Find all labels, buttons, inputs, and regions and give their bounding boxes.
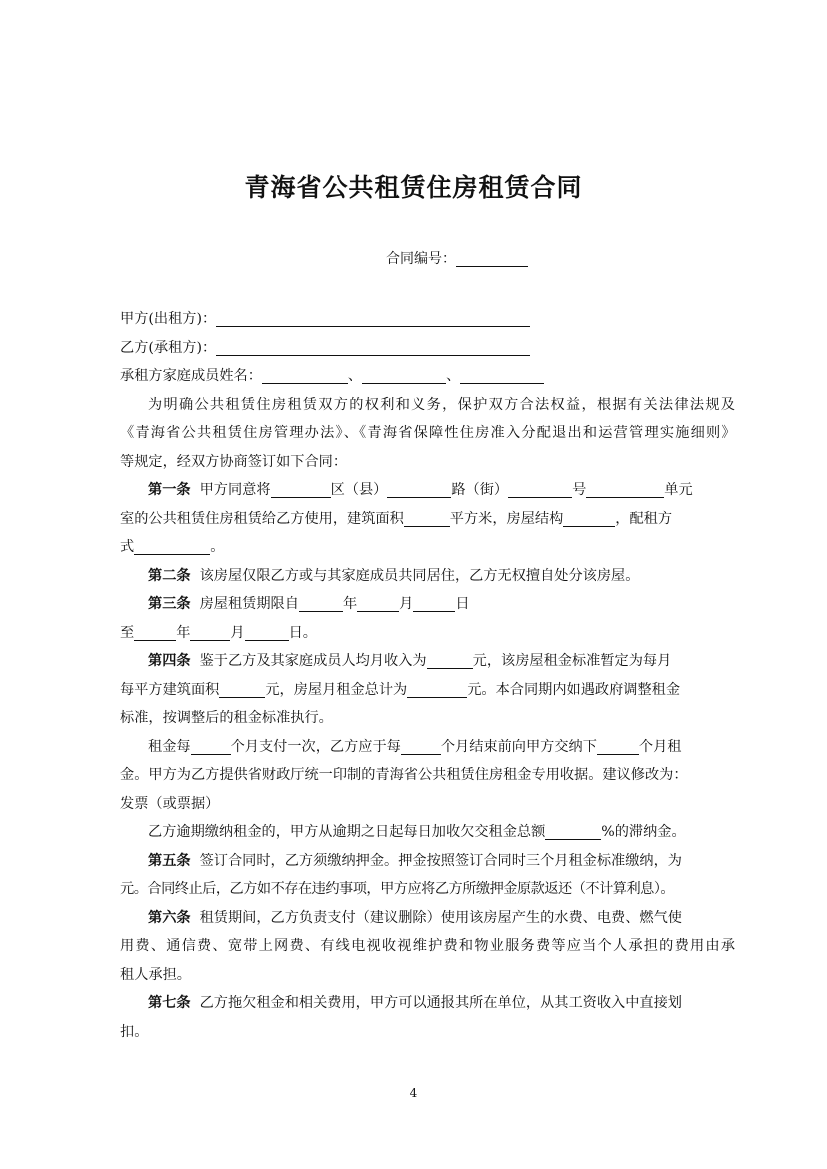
article-5-heading: 第五条 xyxy=(148,852,191,869)
party-a-label: 甲方(出租方)： xyxy=(120,311,217,327)
start-day-blank xyxy=(413,594,455,612)
article-text: 乙方拖欠租金和相关费用，甲方可以通报其所在单位，从其工资收入中直接划 xyxy=(199,995,682,1011)
family-members-line xyxy=(120,362,735,391)
allocation-blank xyxy=(134,537,210,555)
article-text: 年 xyxy=(176,624,191,641)
income-blank xyxy=(427,651,473,669)
article-7-heading: 第七条 xyxy=(148,995,191,1011)
party-a-line xyxy=(120,305,735,334)
article-text: 签订合同时，乙方须缴纳押金。押金按照签订合同时三个月租金标准缴纳，为 xyxy=(199,852,682,869)
article-text: 单元 xyxy=(664,482,693,498)
article-text: 个月租 xyxy=(638,738,682,755)
article-1-line xyxy=(120,476,735,505)
article-5-line xyxy=(120,847,735,876)
monthly-rent-blank xyxy=(407,680,467,698)
road-blank xyxy=(387,480,451,498)
start-month-blank xyxy=(357,594,399,612)
article-2-line xyxy=(120,562,735,591)
party-b-line xyxy=(120,334,735,363)
end-year-blank xyxy=(134,623,176,641)
separator: 、 xyxy=(347,368,363,384)
article-text: 年 xyxy=(342,596,358,612)
article-text: 房屋租赁期限自 xyxy=(199,596,299,612)
article-3-heading: 第三条 xyxy=(148,596,191,612)
article-6-line: 租人承担。 xyxy=(120,966,191,983)
article-3-line xyxy=(120,590,735,619)
article-text: 个月支付一次，乙方应于每 xyxy=(230,738,401,755)
article-text: 号 xyxy=(572,482,587,498)
article-text: 鉴于乙方及其家庭成员人均月收入为 xyxy=(199,653,427,669)
article-7-line: 扣。 xyxy=(120,1023,149,1040)
rent-payment-line: 金。甲方为乙方提供省财政厅统一印制的青海省公共租赁住房租金专用收据。建议修改为： xyxy=(120,767,688,783)
article-text: 乙方逾期缴纳租金的，甲方从逾期之日起每日加收欠交租金总额 xyxy=(148,824,546,840)
article-text: 区（县） xyxy=(330,482,388,498)
contract-number xyxy=(386,248,528,268)
payment-deadline-blank xyxy=(401,737,441,755)
article-text: 甲方同意将 xyxy=(199,482,271,498)
article-1-line xyxy=(120,533,735,562)
party-b-blank xyxy=(216,338,530,356)
family-member-blank xyxy=(362,366,446,384)
contract-number-blank xyxy=(456,249,528,267)
article-text: 月 xyxy=(230,624,245,641)
article-4-line: 标准，按调整后的租金标准执行。 xyxy=(120,710,333,726)
rent-per-sqm-blank xyxy=(219,680,265,698)
article-text: %的滞纳金。 xyxy=(601,824,686,840)
area-blank xyxy=(404,509,450,527)
article-text: 。 xyxy=(210,539,225,555)
article-text: 室的公共租赁住房租赁给乙方使用，建筑面积 xyxy=(120,510,404,527)
start-year-blank xyxy=(299,594,343,612)
end-day-blank xyxy=(245,623,289,641)
district-blank xyxy=(271,480,331,498)
article-text: 日。 xyxy=(288,624,317,641)
page-number: 4 xyxy=(409,1086,418,1100)
article-3-line xyxy=(120,619,735,648)
separator: 、 xyxy=(446,368,461,384)
family-members-label: 承租方家庭成员姓名： xyxy=(120,368,262,384)
intro-line: 《青海省公共租赁住房管理办法》、《青海省保障性住房准入分配退出和运营管理实施细则》 xyxy=(120,425,735,441)
structure-blank xyxy=(563,509,615,527)
article-6-heading: 第六条 xyxy=(148,909,191,926)
late-fee-rate-blank xyxy=(545,822,601,840)
intro-line: 为明确公共租赁住房租赁双方的权利和义务，保护双方合法权益，根据有关法律法规及 xyxy=(148,396,735,413)
rent-payment-line xyxy=(120,733,735,762)
party-a-blank xyxy=(216,309,530,327)
family-member-blank xyxy=(460,366,544,384)
number-blank xyxy=(508,480,572,498)
article-text: 至 xyxy=(120,624,135,641)
article-text: 日 xyxy=(455,596,470,612)
article-text: ，配租方 xyxy=(615,510,673,527)
article-text: 月 xyxy=(399,596,414,612)
article-text: 元，该房屋租金标准暂定为每月 xyxy=(472,653,672,669)
article-text: 式 xyxy=(120,539,135,555)
document-title: 青海省公共租赁住房租赁合同 xyxy=(244,173,583,202)
article-4-line xyxy=(120,676,735,705)
article-7-line xyxy=(120,989,735,1018)
article-text: 租赁期间，乙方负责支付（建议删除）使用该房屋产生的水费、电费、燃气使 xyxy=(199,909,682,926)
article-4-line xyxy=(120,647,735,676)
rent-payment-line: 发票（或票据） xyxy=(120,795,220,812)
article-text: 每平方建筑面积 xyxy=(120,681,220,698)
family-member-blank xyxy=(262,366,348,384)
next-months-blank xyxy=(597,737,639,755)
article-6-line xyxy=(120,904,735,933)
article-text: 平方米，房屋结构 xyxy=(449,510,564,527)
article-text: 个月结束前向甲方交纳下 xyxy=(440,738,597,755)
article-text: 元。本合同期内如遇政府调整租金 xyxy=(467,681,681,698)
party-b-label: 乙方(承租方)： xyxy=(120,339,217,356)
article-text: 元，房屋月租金总计为 xyxy=(265,681,408,698)
article-4-heading: 第四条 xyxy=(148,653,191,669)
payment-interval-blank xyxy=(191,737,231,755)
article-5-line: 元。合同终止后，乙方如不存在违约事项，甲方应将乙方所缴押金原款返还（不计算利息）。 xyxy=(120,881,675,897)
article-text: 该房屋仅限乙方或与其家庭成员共同居住，乙方无权擅自处分该房屋。 xyxy=(199,567,640,584)
contract-number-label: 合同编号： xyxy=(386,251,456,267)
unit-blank xyxy=(586,480,664,498)
contract-body xyxy=(120,305,735,1046)
article-6-line: 用费、通信费、宽带上网费、有线电视收视维护费和物业服务费等应当个人承担的费用由承 xyxy=(120,938,735,954)
late-fee-line xyxy=(120,818,735,847)
article-2-heading: 第二条 xyxy=(148,567,191,584)
article-1-heading: 第一条 xyxy=(148,482,191,498)
article-1-line xyxy=(120,505,735,534)
end-month-blank xyxy=(190,623,230,641)
article-text: 路（街） xyxy=(451,482,509,498)
article-text: 租金每 xyxy=(148,738,191,755)
intro-line: 等规定，经双方协商签订如下合同： xyxy=(120,453,348,470)
